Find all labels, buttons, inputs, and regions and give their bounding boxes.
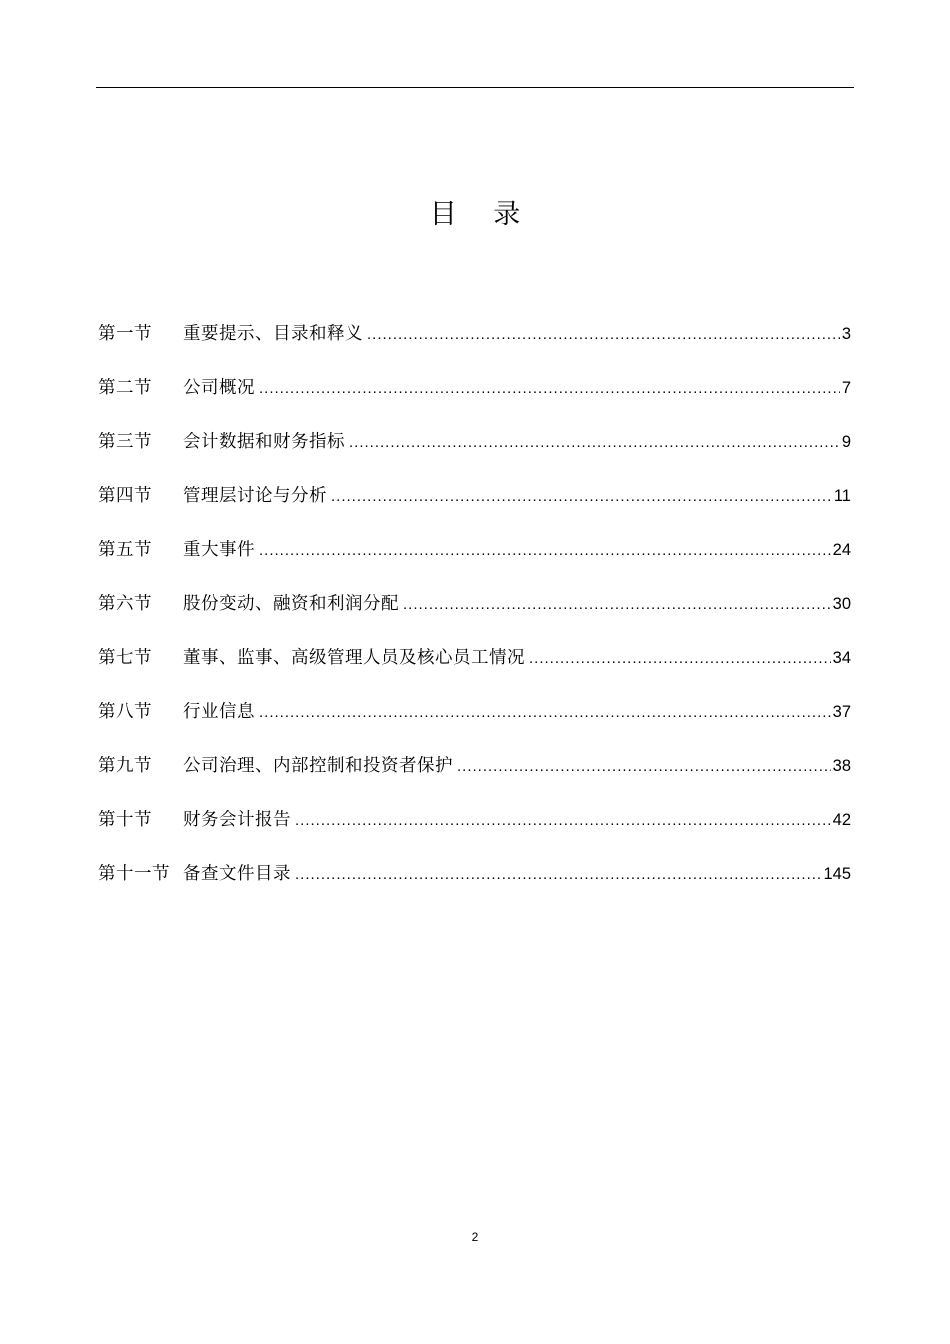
toc-list (98, 320, 851, 914)
toc-dot-leader (331, 483, 832, 511)
toc-section-title: 股份变动、融资和利润分配 (183, 594, 399, 614)
toc-dot-leader (403, 591, 831, 619)
toc-page-number: 7 (841, 379, 851, 397)
toc-section-number: 第三节 (98, 432, 152, 452)
toc-page-number: 3 (841, 325, 851, 343)
toc-page-number: 11 (833, 487, 851, 505)
toc-dot-leader (295, 807, 831, 835)
toc-section-title: 备查文件目录 (183, 864, 291, 884)
toc-entry-1[interactable] (98, 320, 851, 374)
toc-section-title: 重大事件 (183, 540, 255, 560)
toc-dot-leader (259, 537, 831, 565)
toc-entry-5[interactable] (98, 536, 851, 590)
toc-entry-9[interactable] (98, 752, 851, 806)
toc-section-number: 第五节 (98, 540, 152, 560)
toc-dot-leader (457, 753, 831, 781)
toc-dot-leader (529, 645, 831, 673)
toc-section-title: 公司治理、内部控制和投资者保护 (183, 756, 453, 776)
toc-dot-leader (259, 375, 840, 403)
toc-page-number: 9 (841, 433, 851, 451)
toc-dot-leader (259, 699, 831, 727)
toc-entry-4[interactable] (98, 482, 851, 536)
toc-section-number: 第十节 (98, 810, 152, 830)
toc-section-title: 行业信息 (183, 702, 255, 722)
toc-section-number: 第四节 (98, 486, 152, 506)
toc-dot-leader (349, 429, 840, 457)
toc-page-number: 30 (832, 595, 851, 613)
header-rule (96, 87, 854, 88)
toc-section-number: 第六节 (98, 594, 152, 614)
toc-section-title: 财务会计报告 (183, 810, 291, 830)
toc-section-number: 第八节 (98, 702, 152, 722)
toc-section-title: 公司概况 (183, 378, 255, 398)
page-number: 2 (471, 1230, 479, 1244)
toc-page-number: 38 (832, 757, 851, 775)
toc-entry-8[interactable] (98, 698, 851, 752)
toc-section-title: 重要提示、目录和释义 (183, 324, 363, 344)
page-title: 目 录 (429, 199, 535, 230)
toc-entry-7[interactable] (98, 644, 851, 698)
toc-section-number: 第二节 (98, 378, 152, 398)
toc-page-number: 37 (832, 703, 851, 721)
toc-entry-6[interactable] (98, 590, 851, 644)
toc-dot-leader (367, 321, 840, 349)
toc-page-number: 145 (823, 865, 851, 883)
toc-page-number: 24 (832, 541, 851, 559)
toc-section-number: 第一节 (98, 324, 152, 344)
toc-page-number: 42 (832, 811, 851, 829)
toc-section-number: 第七节 (98, 648, 152, 668)
toc-entry-11[interactable] (98, 860, 851, 914)
toc-section-title: 管理层讨论与分析 (183, 486, 327, 506)
toc-section-title: 董事、监事、高级管理人员及核心员工情况 (183, 648, 525, 668)
toc-section-title: 会计数据和财务指标 (183, 432, 345, 452)
toc-entry-10[interactable] (98, 806, 851, 860)
toc-entry-2[interactable] (98, 374, 851, 428)
toc-section-number: 第十一节 (98, 864, 170, 884)
toc-entry-3[interactable] (98, 428, 851, 482)
toc-dot-leader (295, 861, 821, 889)
toc-page-number: 34 (832, 649, 851, 667)
toc-section-number: 第九节 (98, 756, 152, 776)
